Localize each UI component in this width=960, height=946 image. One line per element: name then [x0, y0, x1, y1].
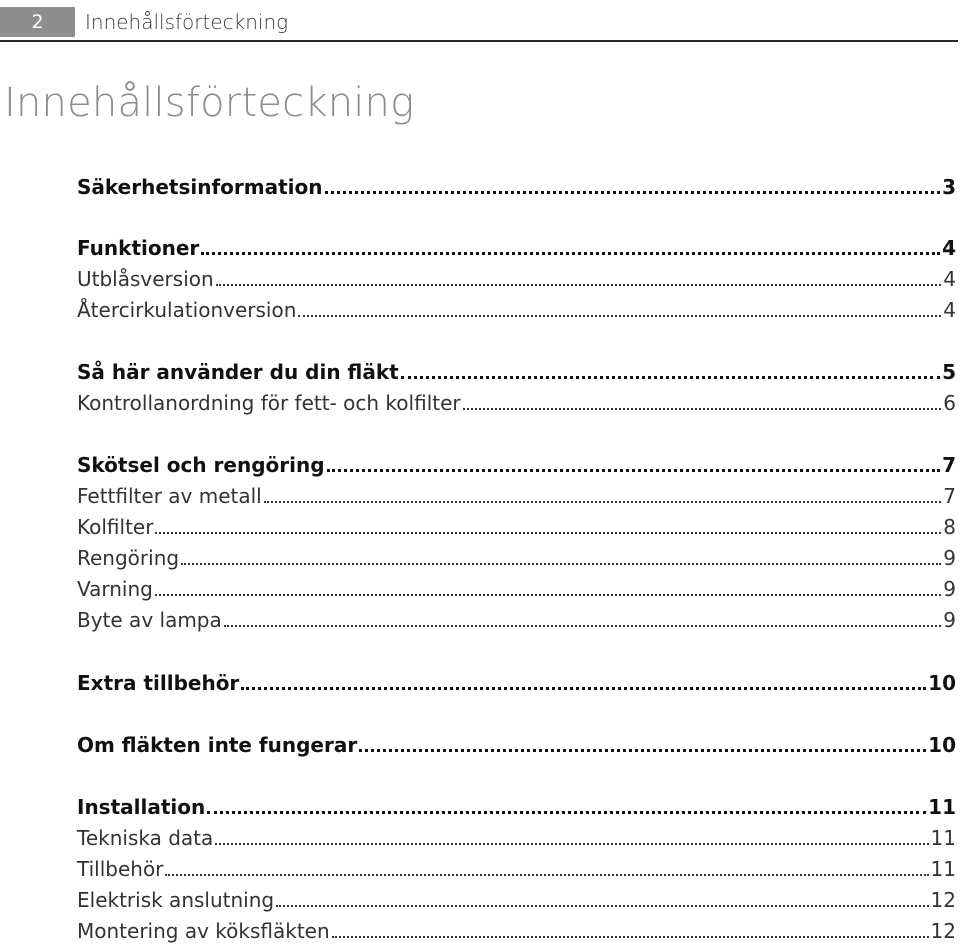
toc-entry-label: Säkerhetsinformation [77, 175, 323, 199]
toc-entry[interactable] [77, 512, 956, 540]
toc-entry[interactable] [77, 295, 956, 323]
toc-entry-page: 12 [930, 919, 956, 943]
toc-entry[interactable] [77, 264, 956, 292]
toc-leader-dots [165, 874, 928, 876]
toc-entry-label: Tillbehör [77, 857, 164, 881]
toc-entry[interactable] [77, 357, 956, 385]
toc-entry-page: 11 [930, 826, 956, 850]
toc-entry[interactable] [77, 388, 956, 416]
toc-leader-dots [215, 843, 928, 845]
toc-leader-dots [463, 408, 942, 410]
page-header [0, 0, 960, 42]
toc-entry-page: 9 [943, 546, 956, 570]
toc-entry[interactable] [77, 730, 956, 758]
toc-leader-dots [216, 284, 942, 286]
toc-entry-page: 3 [942, 175, 956, 199]
toc-entry[interactable] [77, 885, 956, 913]
toc-entry[interactable] [77, 823, 956, 851]
toc-leader-dots [207, 811, 926, 814]
toc-entry-label: Skötsel och rengöring [77, 453, 325, 477]
toc-entry-page: 4 [943, 298, 956, 322]
toc-entry[interactable] [77, 574, 956, 602]
toc-leader-dots [241, 687, 926, 690]
toc-leader-dots [264, 501, 942, 503]
toc-entry[interactable] [77, 481, 956, 509]
toc-leader-dots [224, 625, 942, 627]
header-title: Innehållsförteckning [85, 10, 289, 34]
toc-entry[interactable] [77, 172, 956, 200]
page-number-badge: 2 [0, 7, 75, 37]
page-title: Innehållsförteckning [4, 80, 415, 126]
header-divider [0, 40, 958, 42]
toc-entry-label: Om fläkten inte fungerar [77, 733, 358, 757]
toc-entry-page: 9 [943, 608, 956, 632]
toc-entry[interactable] [77, 668, 956, 696]
toc-entry[interactable] [77, 233, 956, 261]
toc-entry-label: Elektrisk anslutning [77, 888, 275, 912]
toc-entry[interactable] [77, 854, 956, 882]
toc-entry[interactable] [77, 792, 956, 820]
toc-entry-label: Kontrollanordning för fett- och kolfilter [77, 391, 461, 415]
toc-entry-page: 6 [943, 391, 956, 415]
toc-entry-page: 10 [928, 671, 956, 695]
toc-entry[interactable] [77, 916, 956, 944]
toc-entry-label: Extra tillbehör [77, 671, 240, 695]
toc-entry-label: Rengöring [77, 546, 180, 570]
toc-leader-dots [332, 936, 929, 938]
toc-entry-label: Byte av lampa [77, 608, 222, 632]
toc-entry-page: 12 [930, 888, 956, 912]
toc-entry-label: Tekniska data [77, 826, 214, 850]
toc-entry-label: Funktioner [77, 236, 200, 260]
toc-leader-dots [359, 749, 926, 752]
toc-leader-dots [298, 315, 941, 317]
toc-entry-label: Varning [77, 577, 153, 601]
toc-entry-label: Fettfilter av metall [77, 484, 262, 508]
toc-entry-label: Montering av köksfläkten [77, 919, 330, 943]
toc-entry-page: 7 [943, 484, 956, 508]
toc-entry-label: Utblåsversion [77, 267, 214, 291]
toc-entry-label: Kolfilter [77, 515, 154, 539]
toc-entry-page: 4 [942, 236, 956, 260]
toc-entry-page: 4 [943, 267, 956, 291]
toc-entry-label: Återcirkulationversion [77, 298, 297, 322]
toc-leader-dots [155, 532, 941, 534]
toc-leader-dots [155, 594, 941, 596]
toc-entry-page: 10 [928, 733, 956, 757]
toc-entry-page: 5 [942, 360, 956, 384]
toc-leader-dots [327, 469, 941, 472]
toc-entry-page: 11 [930, 857, 956, 881]
toc-entry[interactable] [77, 543, 956, 571]
toc-entry[interactable] [77, 605, 956, 633]
toc-leader-dots [401, 376, 940, 379]
toc-entry-page: 8 [943, 515, 956, 539]
toc-entry-label: Så här använder du din fläkt [77, 360, 399, 384]
toc-leader-dots [276, 905, 928, 907]
toc-leader-dots [325, 191, 941, 194]
toc-entry-page: 9 [943, 577, 956, 601]
toc-entry-page: 7 [942, 453, 956, 477]
toc-leader-dots [181, 563, 941, 565]
toc-entry-page: 11 [928, 795, 956, 819]
toc-entry[interactable] [77, 450, 956, 478]
toc-leader-dots [201, 252, 940, 255]
toc-entry-label: Installation [77, 795, 206, 819]
